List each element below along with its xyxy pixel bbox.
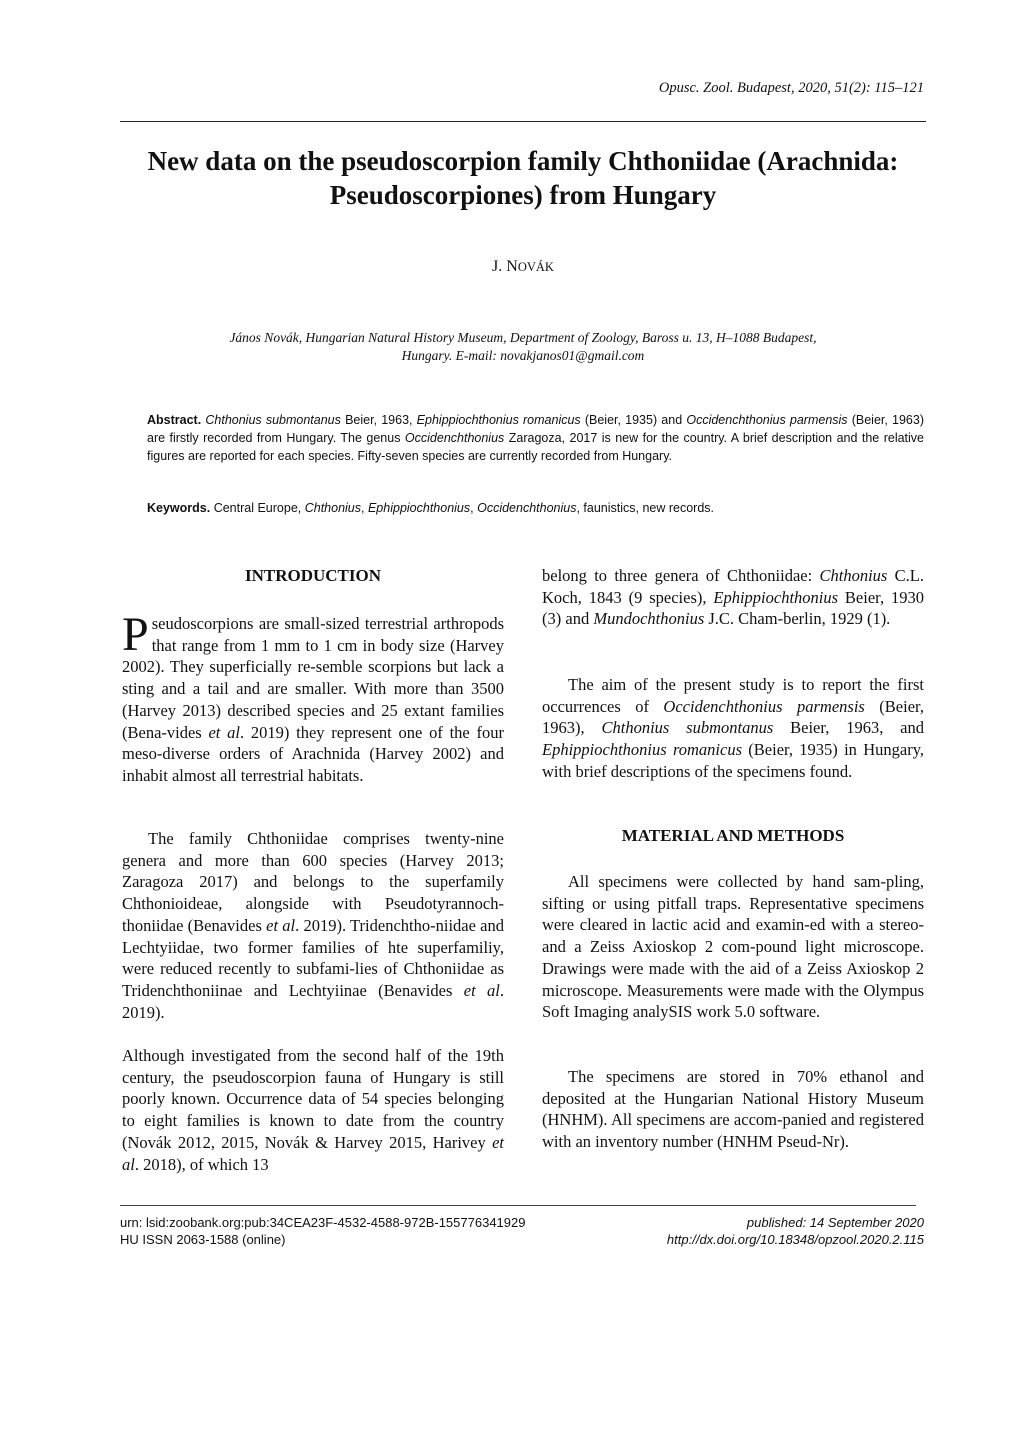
abstract-species-1: Chthonius submontanus (205, 413, 341, 427)
abstract-label: Abstract. (147, 413, 202, 427)
paragraph-text: belong to three genera of Chthoniidae: (542, 566, 820, 585)
paragraph-text: seudoscorpions are small-sized terrestrial arthropods that range from 1 mm to 1 cm in body size (Harvey 2002). They superficially re-semble scorpions but lack a sting and a tail and are smaller. With more than 3500 (Harvey 2013) described species and 25 extant families (Bena-vides (122, 614, 504, 742)
author-initial: J. N (492, 258, 518, 275)
species-name: Ephippiochthonius romanicus (542, 740, 743, 760)
et-al: et al (463, 980, 500, 1000)
keyword-genus-3: Occidenchthonius (477, 501, 577, 515)
journal-reference: Opusc. Zool. Budapest, 2020, 51(2): 115–121 (658, 80, 924, 96)
paragraph-text: (Beier, 1935) in Hungary, with brief descriptions of the specimens found. (542, 740, 924, 781)
et-al: et al (208, 722, 240, 742)
title-line-1: New data on the pseudoscorpion family Chthoniidae (Arachnida: (147, 146, 899, 176)
affiliation-line-2: Hungary. E-mail: novakjanos01@gmail.com (401, 348, 645, 363)
drop-cap: P (122, 608, 149, 661)
keyword-genus-2: Ephippiochthonius (367, 501, 471, 515)
paragraph-text: The family Chthoniidae comprises twenty-nine genera and more than 600 species (Harvey 2013; Zaragoza 2017) and belongs to the superfamily Chthonioideae, alongside with Pseudotyrannoch-thoniidae (Benavides (122, 829, 504, 935)
footer-issn: HU ISSN 2063-1588 (online) (120, 1232, 286, 1247)
intro-paragraph-3 (122, 1045, 504, 1175)
title-line-2: Pseudoscorpiones) from Hungary (329, 180, 717, 210)
paragraph-text: (Beier, 1963), (542, 696, 924, 738)
species-name: Occidenchthonius parmensis (663, 696, 865, 716)
et-al: et al (266, 915, 296, 935)
paragraph-text: All specimens were collected by hand sam-pling, sifting or using pitfall traps. Representative specimens were cleared in lactic acid and examin-ed with a stereo- and a Zeiss Axioskop 2 com-pound light microscope. Drawings were made with the aid of a Zeiss Axioskop 2 microscope. Measurements were made with the Olympus Soft Imaging analySIS work 5.0 software. (542, 872, 924, 1022)
methods-paragraph-1 (542, 871, 924, 1023)
abstract-text: (Beier, 1963) are firstly recorded from Hungary. The genus (147, 413, 924, 445)
intro-paragraph-1 (122, 608, 504, 787)
footer-urn: urn: lsid:zoobank.org:pub:34CEA23F-4532-4588-972B-155776341929 (120, 1215, 526, 1230)
affiliation (160, 329, 886, 365)
footer-doi-link[interactable]: http://dx.doi.org/10.18348/opzool.2020.2.115 (666, 1232, 924, 1247)
abstract-text: Zaragoza, 2017 is new for the country. A brief description and the relative figures are reported for each species. Fifty-seven species are currently recorded from Hungary. (147, 431, 924, 463)
author-surname: OVÁK (517, 260, 554, 274)
paragraph-text: . 2019). Tridenchtho-niidae and Lechtyiidae, two former families of hte superfamiliy, were reduced recently to subfami-lies of Chthoniidae as Tridenchthoniinae and Lechtyiinae (Benavides (122, 915, 504, 1000)
abstract-species-2: Ephippiochthonius romanicus (416, 413, 581, 427)
paragraph-text: . 2018), of which 13 (134, 1154, 269, 1174)
author-name (120, 258, 926, 276)
abstract-genus: Occidenchthonius (404, 431, 505, 445)
keywords-text: , (470, 501, 478, 515)
paragraph-text: Although investigated from the second half of the 19th century, the pseudoscorpion fauna of Hungary is still poorly known. Occurrence data of 54 species belonging to eight families is known to date from the country (Novák 2012, 2015, Novák & Harvey 2015, Harivey (122, 1046, 504, 1152)
keywords-label: Keywords. (147, 501, 211, 515)
paragraph-text: The aim of the present study is to report the first occurrences of (542, 675, 924, 716)
footer-rule (120, 1205, 916, 1206)
keywords-text: , faunistics, new records. (576, 501, 715, 515)
methods-paragraph-2 (542, 1066, 924, 1153)
abstract-species-3: Occidenchthonius parmensis (686, 413, 848, 427)
header-rule (120, 121, 926, 122)
genus-name: Ephippiochthonius (713, 587, 839, 607)
paragraph-text: Beier, 1930 (3) and (542, 587, 924, 629)
keywords-text: Central Europe, (210, 501, 305, 515)
paragraph-text: C.L. Koch, 1843 (9 species), (542, 566, 924, 607)
keywords-text: , (361, 501, 368, 515)
paragraph-text: J.C. Cham-berlin, 1929 (1). (704, 609, 891, 629)
keyword-genus-1: Chthonius (304, 501, 362, 515)
intro-paragraph-4 (542, 565, 924, 630)
genus-name: Mundochthonius (593, 609, 705, 629)
affiliation-line-1: János Novák, Hungarian Natural History Museum, Department of Zoology, Baross u. 13, H–1088 Budapest, (229, 330, 817, 345)
et-al: et al (122, 1132, 504, 1174)
keywords (147, 499, 924, 517)
methods-heading: MATERIAL AND METHODS (621, 826, 845, 845)
intro-paragraph-5 (542, 674, 924, 783)
species-name: Chthonius submontanus (601, 718, 774, 738)
paragraph-text: . 2019). (122, 980, 504, 1022)
abstract (147, 411, 924, 465)
introduction-heading: INTRODUCTION (244, 566, 382, 585)
intro-paragraph-2 (122, 828, 504, 1023)
paragraph-text: The specimens are stored in 70% ethanol and deposited at the Hungarian National History Museum (HNHM). All specimens are accom-panied and registered with an inventory number (HNHM Pseud-Nr). (542, 1067, 924, 1152)
abstract-text: (Beier, 1935) and (580, 413, 687, 427)
abstract-text: Beier, 1963, (340, 413, 417, 427)
paragraph-text: Beier, 1963, and (773, 718, 924, 738)
genus-name: Chthonius (819, 566, 888, 585)
paragraph-text: . 2019) they represent one of the four meso-diverse orders of Arachnida (Harvey 2002) and inhabit almost all terrestrial habitats. (122, 722, 504, 785)
article-title (120, 144, 926, 212)
footer-published-date: published: 14 September 2020 (746, 1215, 924, 1230)
